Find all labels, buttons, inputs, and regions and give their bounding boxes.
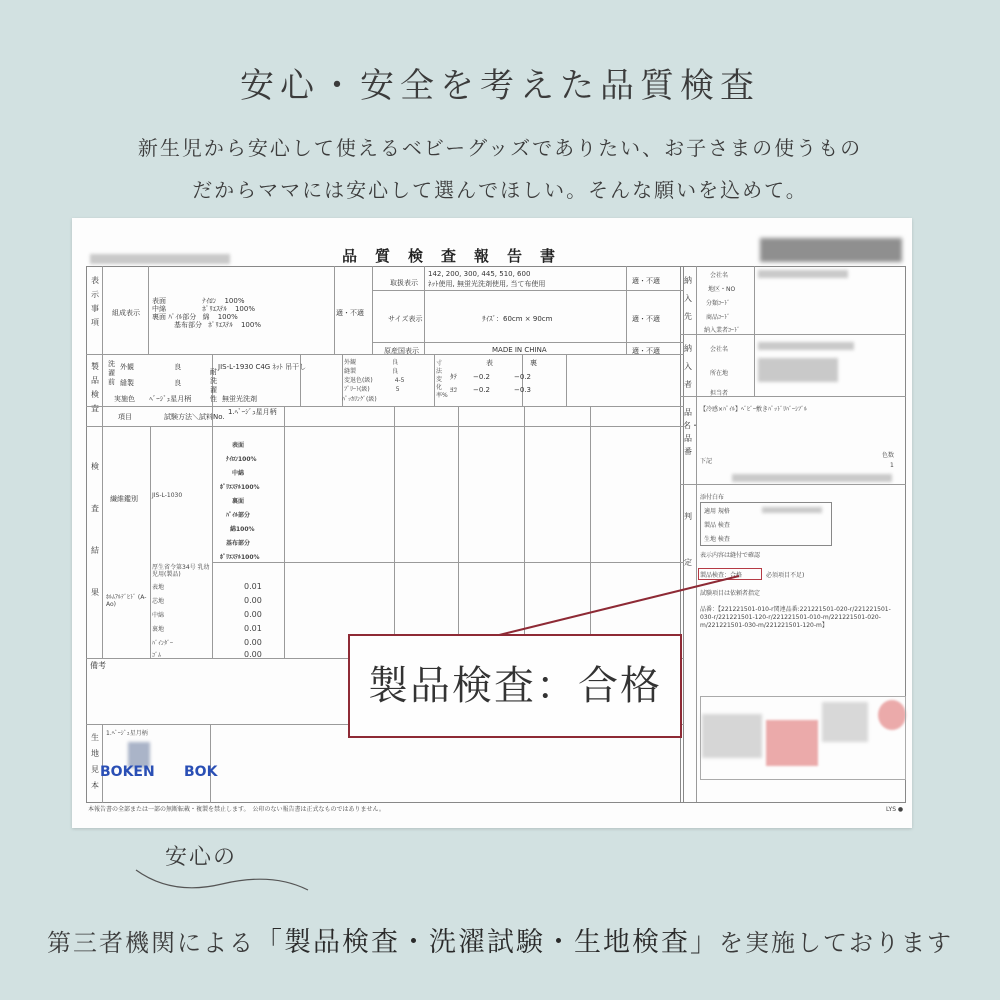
redacted-barcode [760, 238, 902, 262]
report-title: 品質検査報告書 [342, 247, 574, 265]
lot-numbers: 品番：【221221501-010-r関連品番:221221501-020-r/221221501-030-r/221221501-120-r/221221501-010-m/221221501-020-m/221221501-030-m/221221501-120-m】 [700, 606, 891, 629]
judgement-note-2: 試験項目は依頼者指定 [700, 590, 761, 597]
formaldehyde-method: 厚生省令第34号 乳幼児用(製品) [152, 564, 210, 578]
test-sample-no: 1.ﾍﾞｰｼﾞｭ星月柄 [228, 408, 277, 416]
shrink-row-horizontal: ﾖｺ −0.2 −0.3 [450, 386, 531, 394]
composition-row-1: 表面 ﾅｲﾛﾝ 100% [152, 297, 245, 305]
origin-judgement: 適・不適 [632, 347, 660, 355]
after-wash-row-3: 変退色(級) 4-5 [344, 377, 405, 384]
product-label: 品名・品番 [683, 408, 699, 456]
intro-line-2: だからママには安心して選んでほしい。そんな願いを込めて。 [192, 178, 808, 202]
fiber-row-2: ﾅｲﾛﾝ100% [226, 456, 257, 463]
client-row-vendor: 納入業者ｺｰﾄﾞ [704, 327, 741, 334]
fiber-row-3: 中綿 [232, 470, 245, 477]
redacted-product-code [732, 474, 892, 482]
redacted-client-name [758, 270, 848, 278]
judgement-result-note: 必須項目不足) [766, 572, 805, 579]
fiber-row-6: ﾊﾟｲﾙ部分 [226, 512, 251, 519]
judgement-note-1: 表示内容は縫付で確認 [700, 552, 761, 559]
report-footnote: 本報告書の全部または一部の無断転載・複製を禁止します。 公印のない報告書は正式なものではありません。 [88, 806, 385, 813]
anshin-label: 安心の [165, 845, 238, 870]
applicable-standard: 適用 規格 [704, 508, 730, 515]
size-judgement: 適・不適 [632, 315, 660, 323]
size-label: サイズ表示 [388, 315, 423, 323]
wash-detergent: 無蛍光洗剤 [222, 395, 257, 403]
intro-line-1: 新生児から安心して使えるベビーグッズでありたい、お子さまの使うもの [137, 136, 863, 160]
attached-cloth: 添付白布 [700, 494, 725, 501]
color-count-label: 色数 [882, 452, 895, 459]
redacted-standard [762, 507, 822, 513]
test-method-label: 試験方法＼試料No. [164, 413, 225, 421]
composition-row-2: 中綿 ﾎﾟﾘｴｽﾃﾙ 100% [152, 305, 255, 313]
formaldehyde-label: ﾎﾙﾑｱﾙﾃﾞﾋﾄﾞ (A-Ao) [106, 594, 147, 608]
formaldehyde-row-5: ﾊﾞｲﾝﾀﾞｰ 0.00 [152, 638, 262, 647]
footer-emphasis: 「製品検査・洗濯試験・生地検査」 [255, 927, 719, 958]
test-item-label: 項目 [118, 413, 132, 421]
redacted-supplier-address [758, 358, 838, 382]
footer-statement [0, 920, 1000, 959]
fiber-method: JIS-L-1030 [152, 492, 183, 499]
fiber-row-9: ﾎﾟﾘｴｽﾃﾙ100% [220, 554, 260, 561]
label-wash-check: 製品検査 [91, 362, 99, 413]
origin-value: MADE IN CHINA [492, 346, 547, 354]
redacted-supplier-name [758, 342, 854, 350]
after-wash-row-1: 外観 良 [344, 359, 399, 366]
supplier-row-company: 会社名 [710, 346, 729, 353]
composition-row-3: 裏面 ﾊﾟｲﾙ部分 綿 100% [152, 313, 238, 321]
footer-after: を実施しております [719, 929, 953, 957]
shrink-head-front: 表 [486, 359, 493, 367]
sample-label: 1.ﾍﾞｰｼﾞｭ星月柄 [106, 730, 148, 737]
product-name: 【冷感×ﾊﾟｲﾙ】ﾍﾞﾋﾞｰ敷きﾊﾟｯﾄﾞﾘﾊﾞｰｼﾌﾞﾙ [700, 406, 808, 413]
boken-logo-2: BOK [184, 764, 218, 780]
wash-resistance-label: 耐洗濯性 [210, 368, 217, 403]
formaldehyde-row-1: 表地 0.01 [152, 582, 262, 591]
handling-judgement: 適・不適 [632, 277, 660, 285]
product-sub: 下記 [700, 458, 713, 465]
page-heading: 安心・安全を考えた品質検査 [240, 66, 760, 106]
fiber-id-label: 繊維鑑別 [110, 495, 138, 503]
redacted-header-left [90, 254, 230, 264]
zoom-callout [348, 634, 682, 738]
fiber-row-4: ﾎﾟﾘｴｽﾃﾙ100% [220, 484, 260, 491]
after-wash-row-2: 縫製 良 [344, 368, 399, 375]
label-remarks: 備考 [90, 661, 106, 670]
footer-before: 第三者機関による [47, 929, 255, 957]
handling-label: 取扱表示 [390, 279, 418, 287]
size-value: ｻｲｽﾞ：60cm × 90cm [482, 315, 553, 323]
zoom-caption: 製品検査：合格 [368, 663, 662, 709]
after-wash-row-5: ﾊﾟｯｶﾘﾝｸﾞ(級) [342, 396, 377, 403]
handling-value-1: 142, 200, 300, 445, 510, 600 [428, 270, 531, 278]
zoom-connector-line [495, 575, 740, 637]
formaldehyde-row-2: 芯地 0.00 [152, 596, 262, 605]
color-count: 1 [890, 462, 894, 469]
boken-logo-1: BOKEN [100, 764, 155, 780]
label-inspection-results: 検査結果 [91, 462, 99, 597]
after-wash-row-4: ﾌﾟﾘｰﾄ(級) 5 [344, 386, 400, 393]
origin-label: 原産国表示 [384, 347, 419, 355]
shrink-row-vertical: ﾀﾃ −0.2 −0.2 [450, 373, 531, 381]
wash-row-color: 実施色 ﾍﾞｰｼﾞｭ星月柄 [114, 395, 192, 403]
label-display-items: 表示事項 [91, 276, 99, 327]
client-row-product: 商品ｺｰﾄﾞ [706, 314, 731, 321]
page-code: LYS ● [886, 806, 904, 813]
supplier-label: 納入者 [684, 344, 692, 389]
client-label: 納入先 [684, 276, 692, 321]
product-check: 製品 検査 [704, 522, 730, 529]
shrink-label: 寸法変化率% [436, 360, 448, 399]
formaldehyde-row-4: 裏地 0.01 [152, 624, 262, 633]
composition-judgement: 適・不適 [336, 309, 364, 317]
composition-label: 組成表示 [112, 309, 140, 317]
shrink-head-back: 裏 [530, 359, 537, 367]
fiber-row-5: 裏面 [232, 498, 245, 505]
wash-row-appearance: 外観 良 [120, 363, 182, 371]
formaldehyde-row-3: 中綿 0.00 [152, 610, 262, 619]
wave-decoration [132, 866, 312, 896]
supplier-row-contact: 担当者 [710, 390, 729, 397]
client-row-company: 会社名 [710, 272, 729, 279]
label-fabric-sample: 生地見本 [91, 733, 99, 790]
wash-before-label: 洗濯前 [108, 360, 115, 386]
wash-row-sewing: 縫製 良 [120, 379, 182, 387]
fiber-row-8: 基布部分 [226, 540, 251, 547]
handling-value-2: ﾈｯﾄ使用, 無蛍光洗剤使用, 当て布使用 [428, 280, 546, 288]
fabric-check: 生地 検査 [704, 536, 730, 543]
wash-method: JIS-L-1930 C4G ﾈｯﾄ 吊干し [218, 363, 307, 371]
approval-box [700, 696, 906, 780]
judgement-label: 判定 [684, 512, 692, 567]
client-row-category: 分類ｺｰﾄﾞ [706, 300, 731, 307]
supplier-row-address: 所在地 [710, 370, 729, 377]
client-row-area: 地区・NO [708, 286, 736, 293]
composition-row-4: 基布部分 ﾎﾟﾘｴｽﾃﾙ 100% [174, 321, 261, 329]
fiber-row-1: 表面 [232, 442, 245, 449]
judgement-result: 製品検査：合格 [700, 572, 743, 579]
fiber-row-7: 綿100% [230, 526, 255, 533]
formaldehyde-row-6: ｺﾞﾑ 0.00 [152, 650, 262, 659]
